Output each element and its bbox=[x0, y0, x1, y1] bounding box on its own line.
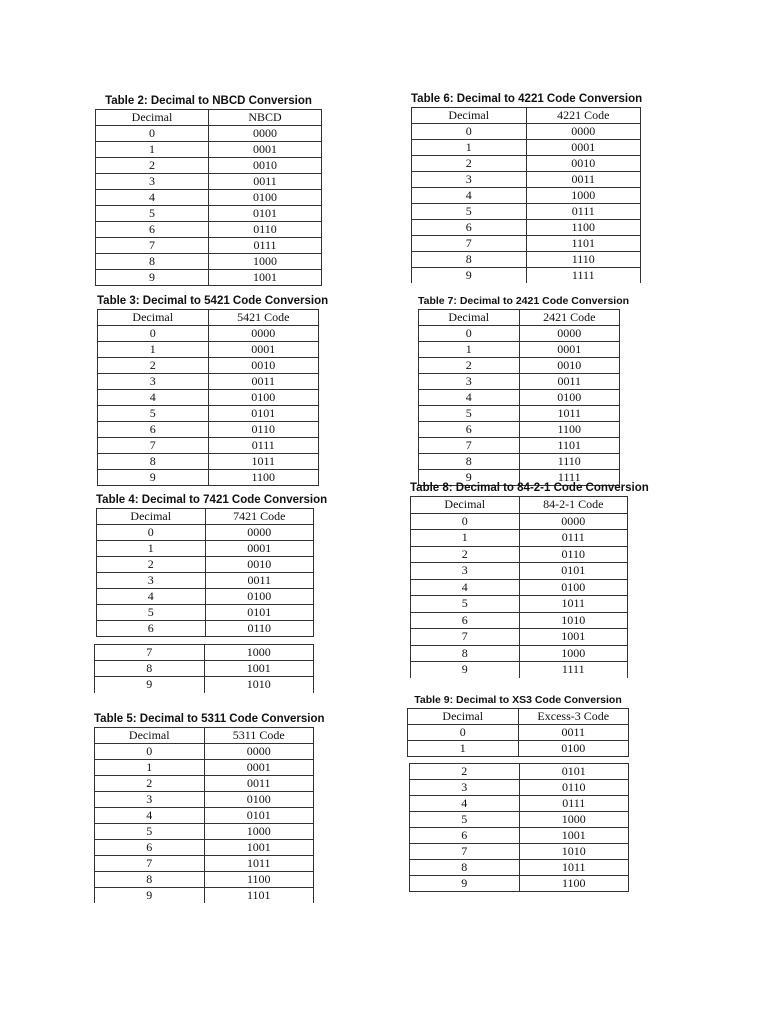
table-row bbox=[410, 876, 629, 892]
table-row bbox=[98, 406, 319, 422]
code-cell: 0010 bbox=[519, 358, 620, 374]
table-row bbox=[95, 888, 314, 904]
code-cell: 1001 bbox=[209, 270, 322, 286]
table-row bbox=[412, 172, 641, 188]
decimal-cell: 7 bbox=[95, 856, 205, 872]
decimal-cell: 3 bbox=[412, 172, 527, 188]
code-cell: 1100 bbox=[204, 872, 314, 888]
table-row bbox=[95, 760, 314, 776]
table-row bbox=[95, 872, 314, 888]
decimal-cell: 9 bbox=[98, 470, 209, 486]
code-cell: 0000 bbox=[209, 126, 322, 142]
decimal-cell: 2 bbox=[419, 358, 520, 374]
decimal-cell: 5 bbox=[412, 204, 527, 220]
table-2-block bbox=[95, 94, 322, 286]
code-cell: 1011 bbox=[519, 406, 620, 422]
decimal-cell: 0 bbox=[97, 525, 206, 541]
table-8-header-row bbox=[411, 497, 628, 514]
decimal-cell: 5 bbox=[96, 206, 209, 222]
table-row bbox=[96, 126, 322, 142]
code-cell: 1111 bbox=[519, 470, 620, 486]
table-row bbox=[412, 140, 641, 156]
code-cell: 0000 bbox=[519, 513, 628, 530]
decimal-cell: 4 bbox=[97, 589, 206, 605]
table-row bbox=[97, 525, 314, 541]
table-row bbox=[412, 268, 641, 284]
table-9-header-decimal: Decimal bbox=[408, 709, 519, 725]
code-cell: 0111 bbox=[209, 238, 322, 254]
table-row bbox=[411, 612, 628, 629]
decimal-cell: 6 bbox=[98, 422, 209, 438]
table-row bbox=[412, 220, 641, 236]
code-cell: 0010 bbox=[205, 557, 314, 573]
table-row bbox=[411, 530, 628, 547]
decimal-cell: 6 bbox=[410, 828, 520, 844]
table-3-header-decimal: Decimal bbox=[98, 310, 209, 326]
decimal-cell: 4 bbox=[96, 190, 209, 206]
table-row bbox=[419, 326, 620, 342]
code-cell: 0010 bbox=[526, 156, 641, 172]
decimal-cell: 8 bbox=[95, 872, 205, 888]
decimal-cell: 4 bbox=[412, 188, 527, 204]
table-4-header-code: 7421 Code bbox=[205, 509, 314, 525]
table-4-part-a bbox=[96, 508, 314, 637]
table-8-caption: Table 8: Decimal to 84-2-1 Code Conversion bbox=[410, 482, 649, 494]
table-row bbox=[411, 629, 628, 646]
decimal-cell: 4 bbox=[419, 390, 520, 406]
decimal-cell: 0 bbox=[98, 326, 209, 342]
table-row bbox=[96, 174, 322, 190]
decimal-cell: 8 bbox=[410, 860, 520, 876]
decimal-cell: 0 bbox=[408, 725, 519, 741]
code-cell: 0011 bbox=[526, 172, 641, 188]
code-cell: 0010 bbox=[208, 358, 319, 374]
table-row bbox=[411, 546, 628, 563]
table-row bbox=[412, 156, 641, 172]
table-row bbox=[419, 342, 620, 358]
code-cell: 0100 bbox=[208, 390, 319, 406]
decimal-cell: 1 bbox=[408, 741, 519, 757]
code-cell: 1011 bbox=[204, 856, 314, 872]
decimal-cell: 1 bbox=[412, 140, 527, 156]
table-6 bbox=[411, 107, 641, 284]
table-row bbox=[408, 741, 629, 757]
decimal-cell: 3 bbox=[95, 792, 205, 808]
code-cell: 1010 bbox=[519, 844, 629, 860]
code-cell: 0110 bbox=[208, 422, 319, 438]
table-row bbox=[95, 645, 314, 661]
decimal-cell: 6 bbox=[95, 840, 205, 856]
code-cell: 0101 bbox=[519, 764, 629, 780]
table-3-header-code: 5421 Code bbox=[208, 310, 319, 326]
code-cell: 0011 bbox=[518, 725, 629, 741]
code-cell: 1111 bbox=[519, 662, 628, 679]
table-7-header-row bbox=[419, 310, 620, 326]
decimal-cell: 9 bbox=[419, 470, 520, 486]
table-row bbox=[410, 860, 629, 876]
table-row bbox=[419, 406, 620, 422]
decimal-cell: 5 bbox=[95, 824, 205, 840]
table-2-header-decimal: Decimal bbox=[96, 110, 209, 126]
code-cell: 1100 bbox=[519, 422, 620, 438]
table-5-header-decimal: Decimal bbox=[95, 728, 205, 744]
table-row bbox=[96, 270, 322, 286]
code-cell: 0001 bbox=[205, 541, 314, 557]
code-cell: 0111 bbox=[519, 796, 629, 812]
table-row bbox=[95, 776, 314, 792]
table-row bbox=[98, 454, 319, 470]
decimal-cell: 9 bbox=[411, 662, 520, 679]
decimal-cell: 9 bbox=[410, 876, 520, 892]
code-cell: 0010 bbox=[209, 158, 322, 174]
table-row bbox=[419, 454, 620, 470]
table-2-header-code: NBCD bbox=[209, 110, 322, 126]
table-6-caption: Table 6: Decimal to 4221 Code Conversion bbox=[411, 93, 643, 105]
table-row bbox=[97, 573, 314, 589]
decimal-cell: 5 bbox=[411, 596, 520, 613]
code-cell: 0110 bbox=[519, 546, 628, 563]
decimal-cell: 4 bbox=[98, 390, 209, 406]
table-row bbox=[97, 589, 314, 605]
table-row bbox=[96, 254, 322, 270]
table-row bbox=[412, 236, 641, 252]
code-cell: 1000 bbox=[526, 188, 641, 204]
table-8 bbox=[410, 496, 628, 679]
table-9-part-b bbox=[409, 763, 629, 892]
decimal-cell: 1 bbox=[98, 342, 209, 358]
table-row bbox=[411, 563, 628, 580]
table-row bbox=[412, 204, 641, 220]
code-cell: 0110 bbox=[205, 621, 314, 637]
table-row bbox=[408, 725, 629, 741]
code-cell: 0011 bbox=[519, 374, 620, 390]
table-4-caption: Table 4: Decimal to 7421 Code Conversion bbox=[96, 494, 328, 506]
code-cell: 0011 bbox=[209, 174, 322, 190]
table-row bbox=[96, 206, 322, 222]
table-row bbox=[95, 661, 314, 677]
table-row bbox=[98, 438, 319, 454]
decimal-cell: 3 bbox=[97, 573, 206, 589]
code-cell: 1000 bbox=[209, 254, 322, 270]
decimal-cell: 2 bbox=[411, 546, 520, 563]
table-row bbox=[412, 252, 641, 268]
table-6-header-row bbox=[412, 108, 641, 124]
code-cell: 0101 bbox=[519, 563, 628, 580]
code-cell: 0011 bbox=[204, 776, 314, 792]
code-cell: 1001 bbox=[519, 828, 629, 844]
code-cell: 0000 bbox=[208, 326, 319, 342]
code-cell: 0101 bbox=[205, 605, 314, 621]
decimal-cell: 0 bbox=[412, 124, 527, 140]
table-3-header-row bbox=[98, 310, 319, 326]
table-row bbox=[98, 342, 319, 358]
code-cell: 0001 bbox=[526, 140, 641, 156]
code-cell: 1101 bbox=[519, 438, 620, 454]
table-row bbox=[96, 158, 322, 174]
table-row bbox=[97, 541, 314, 557]
decimal-cell: 7 bbox=[98, 438, 209, 454]
table-row bbox=[419, 438, 620, 454]
code-cell: 1000 bbox=[204, 824, 314, 840]
code-cell: 1110 bbox=[519, 454, 620, 470]
table-row bbox=[98, 422, 319, 438]
table-5 bbox=[94, 727, 314, 904]
code-cell: 1000 bbox=[204, 645, 314, 661]
table-row bbox=[95, 677, 314, 693]
table-8-header-decimal: Decimal bbox=[411, 497, 520, 514]
decimal-cell: 6 bbox=[419, 422, 520, 438]
table-row bbox=[98, 358, 319, 374]
decimal-cell: 3 bbox=[411, 563, 520, 580]
table-9-block bbox=[407, 693, 629, 757]
code-cell: 1100 bbox=[526, 220, 641, 236]
table-row bbox=[98, 326, 319, 342]
table-9-header-code: Excess-3 Code bbox=[518, 709, 629, 725]
table-4-header-row bbox=[97, 509, 314, 525]
decimal-cell: 1 bbox=[95, 760, 205, 776]
table-row bbox=[411, 513, 628, 530]
table-row bbox=[95, 744, 314, 760]
decimal-cell: 2 bbox=[95, 776, 205, 792]
table-5-block bbox=[94, 712, 325, 904]
table-9-part-a bbox=[407, 708, 629, 757]
table-5-caption: Table 5: Decimal to 5311 Code Conversion bbox=[94, 713, 325, 725]
decimal-cell: 9 bbox=[96, 270, 209, 286]
decimal-cell: 3 bbox=[98, 374, 209, 390]
table-7 bbox=[418, 309, 620, 486]
code-cell: 0100 bbox=[519, 579, 628, 596]
decimal-cell: 6 bbox=[97, 621, 206, 637]
decimal-cell: 5 bbox=[419, 406, 520, 422]
code-cell: 0111 bbox=[519, 530, 628, 547]
code-cell: 1011 bbox=[208, 454, 319, 470]
decimal-cell: 7 bbox=[419, 438, 520, 454]
decimal-cell: 3 bbox=[96, 174, 209, 190]
decimal-cell: 2 bbox=[96, 158, 209, 174]
code-cell: 0011 bbox=[205, 573, 314, 589]
table-9-caption: Table 9: Decimal to XS3 Code Conversion bbox=[414, 694, 622, 706]
code-cell: 1011 bbox=[519, 860, 629, 876]
code-cell: 0001 bbox=[208, 342, 319, 358]
code-cell: 1100 bbox=[519, 876, 629, 892]
decimal-cell: 8 bbox=[412, 252, 527, 268]
decimal-cell: 9 bbox=[95, 677, 205, 693]
table-row bbox=[411, 579, 628, 596]
table-row bbox=[419, 358, 620, 374]
decimal-cell: 8 bbox=[95, 661, 205, 677]
table-row bbox=[97, 605, 314, 621]
table-row bbox=[411, 596, 628, 613]
table-2-header-row bbox=[96, 110, 322, 126]
code-cell: 0110 bbox=[519, 780, 629, 796]
decimal-cell: 1 bbox=[96, 142, 209, 158]
decimal-cell: 2 bbox=[97, 557, 206, 573]
code-cell: 1001 bbox=[204, 661, 314, 677]
table-row bbox=[97, 621, 314, 637]
table-row bbox=[98, 470, 319, 486]
table-9-continued-block bbox=[409, 763, 629, 892]
code-cell: 0100 bbox=[209, 190, 322, 206]
table-8-block bbox=[410, 481, 649, 679]
code-cell: 1111 bbox=[526, 268, 641, 284]
table-row bbox=[419, 374, 620, 390]
code-cell: 1011 bbox=[519, 596, 628, 613]
code-cell: 1001 bbox=[204, 840, 314, 856]
table-row bbox=[410, 828, 629, 844]
code-cell: 0001 bbox=[209, 142, 322, 158]
code-cell: 0100 bbox=[204, 792, 314, 808]
code-cell: 0011 bbox=[208, 374, 319, 390]
table-4-header-decimal: Decimal bbox=[97, 509, 206, 525]
table-9-header-row bbox=[408, 709, 629, 725]
decimal-cell: 1 bbox=[97, 541, 206, 557]
table-row bbox=[96, 238, 322, 254]
table-6-header-code: 4221 Code bbox=[526, 108, 641, 124]
code-cell: 0101 bbox=[204, 808, 314, 824]
table-row bbox=[96, 222, 322, 238]
code-cell: 0110 bbox=[209, 222, 322, 238]
code-cell: 0000 bbox=[526, 124, 641, 140]
code-cell: 0111 bbox=[526, 204, 641, 220]
decimal-cell: 8 bbox=[411, 645, 520, 662]
code-cell: 1101 bbox=[526, 236, 641, 252]
decimal-cell: 4 bbox=[410, 796, 520, 812]
decimal-cell: 0 bbox=[96, 126, 209, 142]
code-cell: 0101 bbox=[209, 206, 322, 222]
decimal-cell: 2 bbox=[412, 156, 527, 172]
code-cell: 1000 bbox=[519, 812, 629, 828]
table-5-header-code: 5311 Code bbox=[204, 728, 314, 744]
table-2-caption: Table 2: Decimal to NBCD Conversion bbox=[105, 95, 312, 107]
decimal-cell: 0 bbox=[95, 744, 205, 760]
table-7-header-decimal: Decimal bbox=[419, 310, 520, 326]
code-cell: 1010 bbox=[204, 677, 314, 693]
table-4-part-b bbox=[94, 644, 314, 694]
decimal-cell: 4 bbox=[411, 579, 520, 596]
code-cell: 0001 bbox=[204, 760, 314, 776]
table-row bbox=[410, 764, 629, 780]
table-7-header-code: 2421 Code bbox=[519, 310, 620, 326]
code-cell: 1100 bbox=[208, 470, 319, 486]
code-cell: 1000 bbox=[519, 645, 628, 662]
decimal-cell: 4 bbox=[95, 808, 205, 824]
table-row bbox=[412, 124, 641, 140]
table-row bbox=[95, 792, 314, 808]
table-row bbox=[411, 645, 628, 662]
decimal-cell: 9 bbox=[412, 268, 527, 284]
table-6-header-decimal: Decimal bbox=[412, 108, 527, 124]
table-row bbox=[412, 188, 641, 204]
table-7-block bbox=[418, 294, 630, 486]
decimal-cell: 2 bbox=[98, 358, 209, 374]
code-cell: 0000 bbox=[519, 326, 620, 342]
table-3-block bbox=[97, 294, 329, 486]
code-cell: 0101 bbox=[208, 406, 319, 422]
decimal-cell: 6 bbox=[412, 220, 527, 236]
table-4-continued-block bbox=[94, 644, 314, 694]
table-3-caption: Table 3: Decimal to 5421 Code Conversion bbox=[97, 295, 329, 307]
decimal-cell: 7 bbox=[96, 238, 209, 254]
table-row bbox=[410, 796, 629, 812]
table-7-caption: Table 7: Decimal to 2421 Code Conversion bbox=[418, 295, 630, 307]
table-row bbox=[98, 390, 319, 406]
table-row bbox=[95, 840, 314, 856]
table-row bbox=[96, 142, 322, 158]
code-cell: 1110 bbox=[526, 252, 641, 268]
code-cell: 0000 bbox=[205, 525, 314, 541]
decimal-cell: 1 bbox=[411, 530, 520, 547]
code-cell: 0001 bbox=[519, 342, 620, 358]
decimal-cell: 0 bbox=[419, 326, 520, 342]
decimal-cell: 5 bbox=[98, 406, 209, 422]
decimal-cell: 0 bbox=[411, 513, 520, 530]
decimal-cell: 7 bbox=[412, 236, 527, 252]
code-cell: 0111 bbox=[208, 438, 319, 454]
decimal-cell: 9 bbox=[95, 888, 205, 904]
table-row bbox=[410, 812, 629, 828]
table-6-block bbox=[411, 92, 641, 284]
table-row bbox=[98, 374, 319, 390]
decimal-cell: 8 bbox=[98, 454, 209, 470]
code-cell: 1010 bbox=[519, 612, 628, 629]
table-row bbox=[96, 190, 322, 206]
code-cell: 0100 bbox=[518, 741, 629, 757]
table-row bbox=[411, 662, 628, 679]
table-row bbox=[410, 844, 629, 860]
table-4-block bbox=[96, 493, 328, 637]
code-cell: 0100 bbox=[519, 390, 620, 406]
table-row bbox=[419, 390, 620, 406]
decimal-cell: 8 bbox=[419, 454, 520, 470]
table-5-header-row bbox=[95, 728, 314, 744]
table-row bbox=[419, 422, 620, 438]
decimal-cell: 5 bbox=[97, 605, 206, 621]
table-row bbox=[95, 808, 314, 824]
decimal-cell: 6 bbox=[96, 222, 209, 238]
decimal-cell: 5 bbox=[410, 812, 520, 828]
table-8-header-code: 84-2-1 Code bbox=[519, 497, 628, 514]
table-2 bbox=[95, 109, 322, 286]
table-row bbox=[410, 780, 629, 796]
decimal-cell: 7 bbox=[95, 645, 205, 661]
decimal-cell: 7 bbox=[411, 629, 520, 646]
decimal-cell: 8 bbox=[96, 254, 209, 270]
decimal-cell: 3 bbox=[410, 780, 520, 796]
table-row bbox=[95, 824, 314, 840]
code-cell: 0100 bbox=[205, 589, 314, 605]
decimal-cell: 2 bbox=[410, 764, 520, 780]
decimal-cell: 3 bbox=[419, 374, 520, 390]
table-3 bbox=[97, 309, 319, 486]
code-cell: 1001 bbox=[519, 629, 628, 646]
table-row bbox=[97, 557, 314, 573]
decimal-cell: 1 bbox=[419, 342, 520, 358]
decimal-cell: 6 bbox=[411, 612, 520, 629]
code-cell: 1101 bbox=[204, 888, 314, 904]
decimal-cell: 7 bbox=[410, 844, 520, 860]
table-row bbox=[95, 856, 314, 872]
code-cell: 0000 bbox=[204, 744, 314, 760]
